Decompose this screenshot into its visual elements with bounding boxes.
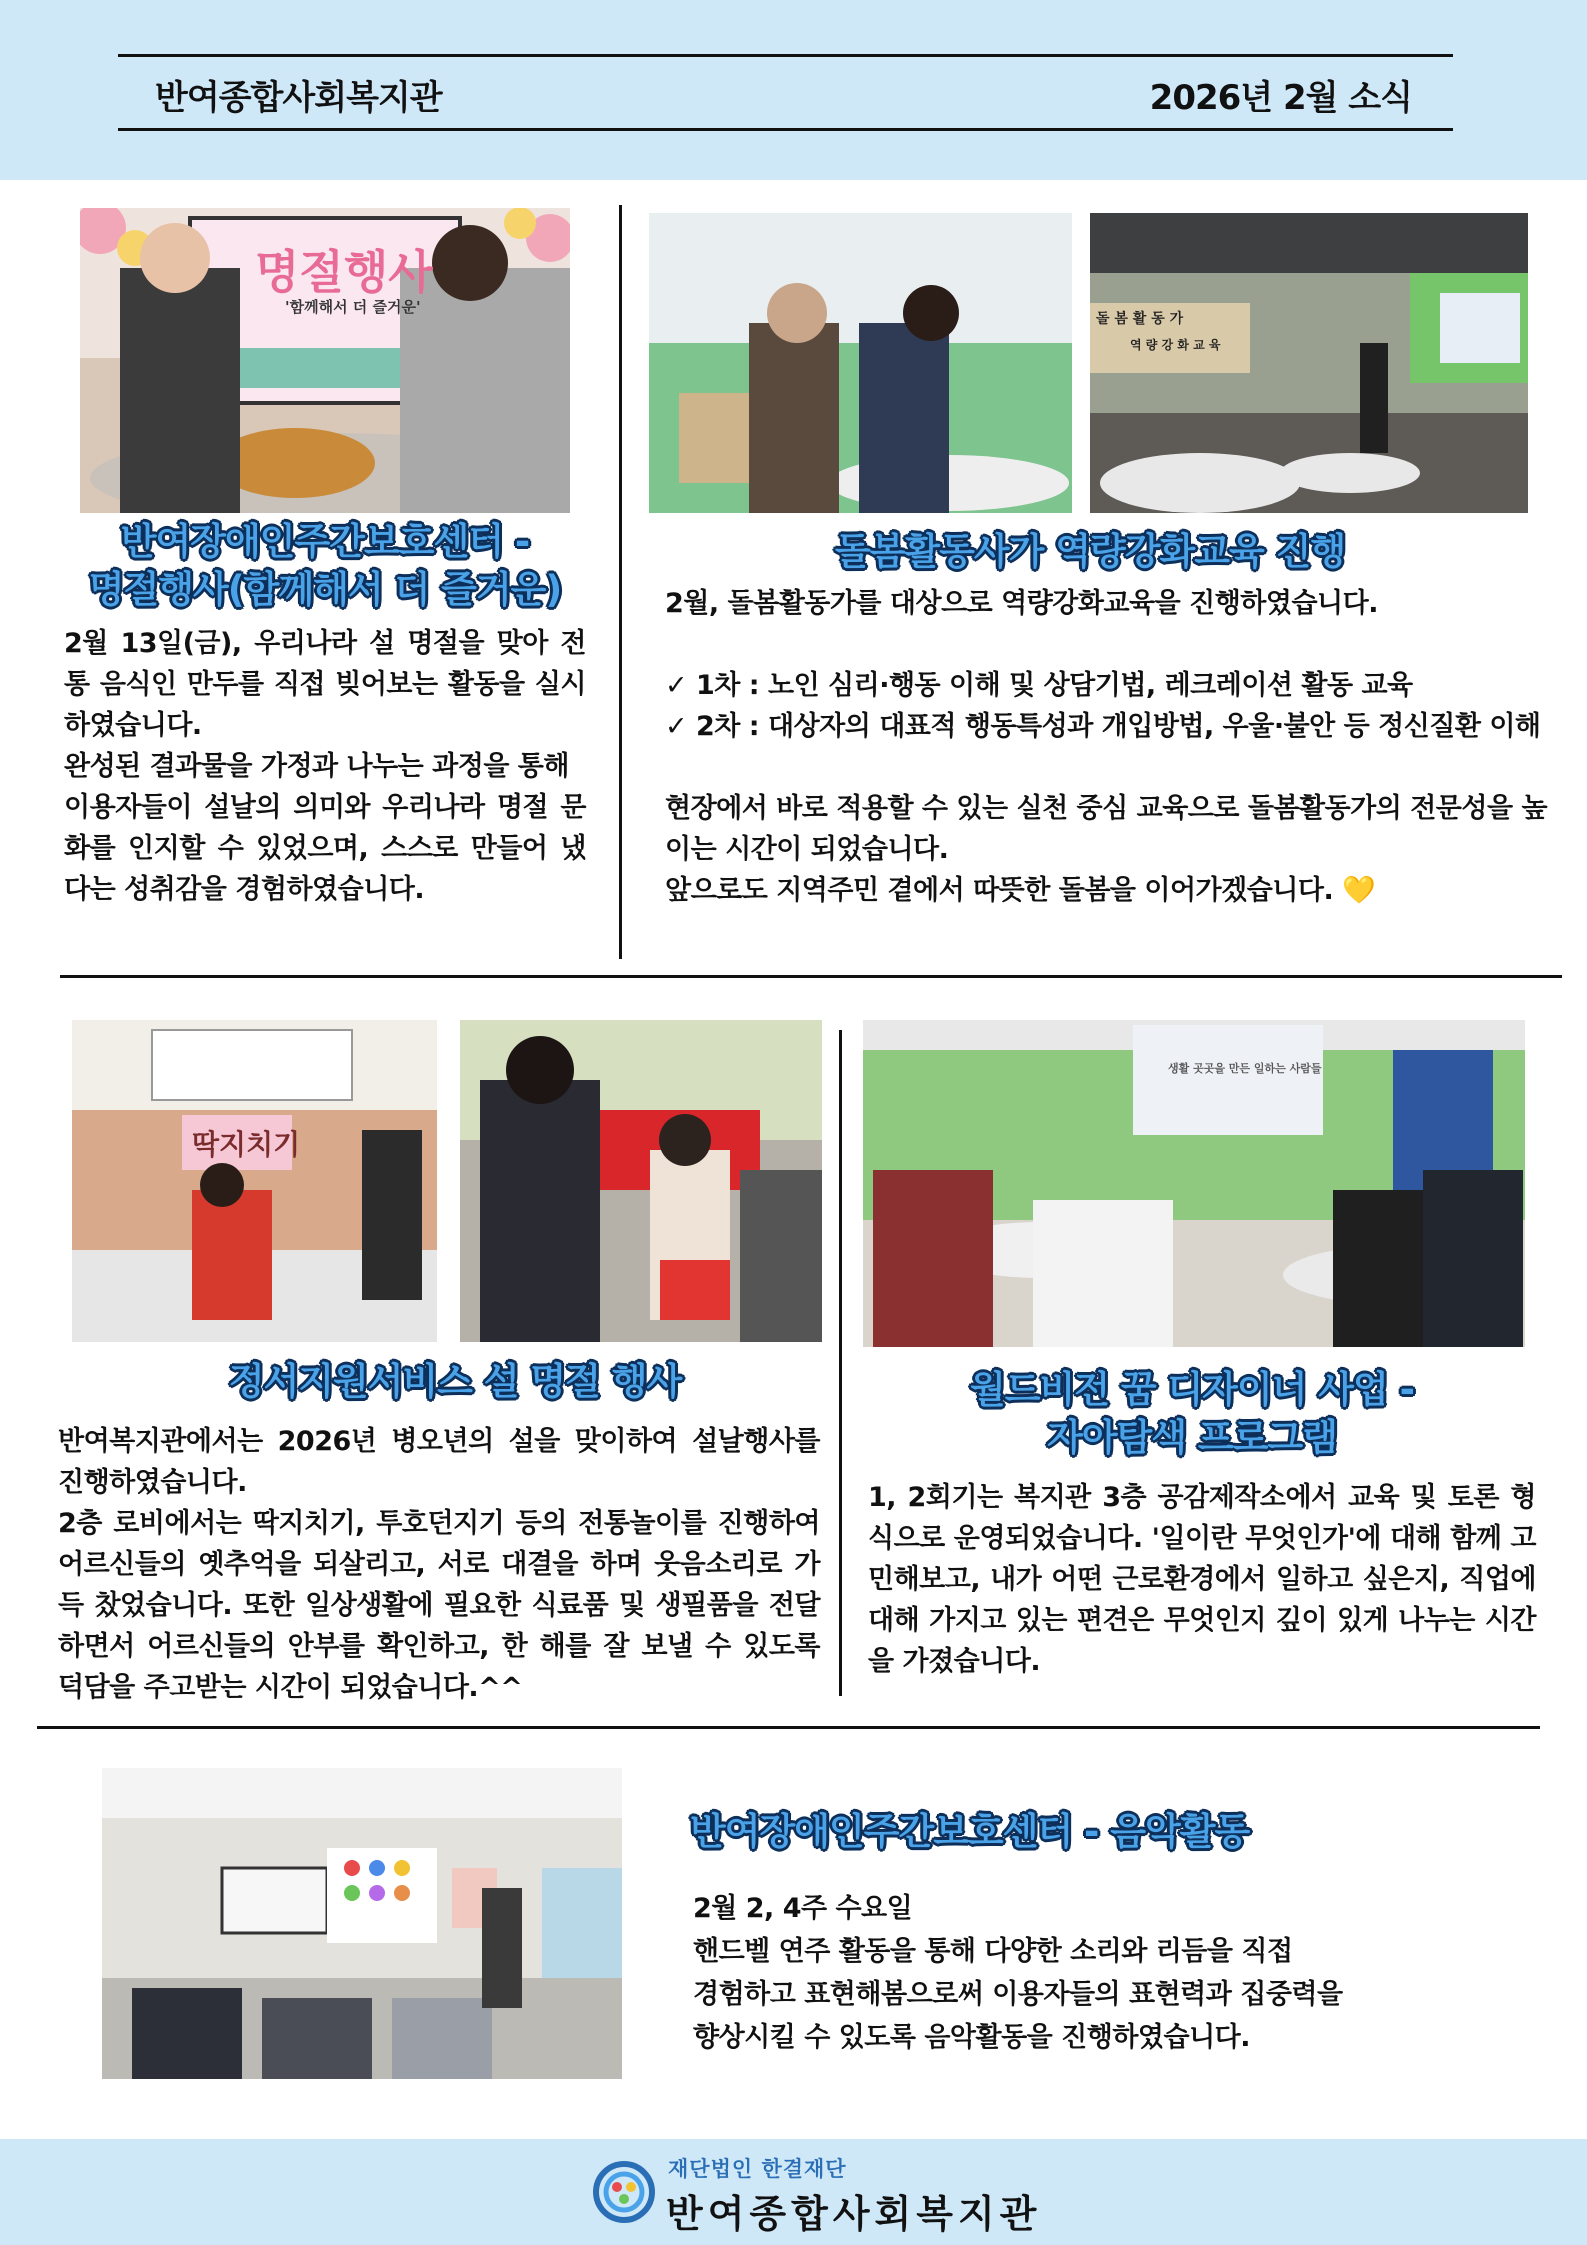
care-photo-sign-2: 역 량 강 화 교 육	[1130, 338, 1221, 352]
music-line-1: 2월 2, 4주 수요일	[693, 1893, 913, 1924]
header-issue-date: 2026년 2월 소식	[1149, 78, 1412, 118]
foundation-logo-icon	[593, 2161, 655, 2223]
page-footer	[0, 2139, 1587, 2245]
care-closing: 현장에서 바로 적용할 수 있는 실천 중심 교육으로 돌봄활동가의 전문성을 높이는 시간이 되었습니다.	[665, 793, 1548, 865]
care-title: 돌봄활동사가 역량강화교육 진행	[834, 530, 1346, 573]
emotion-photo-right	[460, 1020, 822, 1342]
holiday-photo-subcaption: '함께해서 더 즐거운'	[285, 298, 421, 316]
header-rule-top	[118, 54, 1453, 57]
heart-icon: 💛	[1342, 875, 1376, 906]
worldvision-body	[868, 1477, 1536, 1682]
worldvision-photo-screen: 생활 곳곳을 만든 일하는 사람들	[1168, 1062, 1322, 1075]
music-photo	[102, 1768, 622, 2079]
care-closing-2: 앞으로도 지역주민 곁에서 따뜻한 돌봄을 이어가겠습니다.	[665, 875, 1334, 906]
emotion-photo-left	[72, 1020, 437, 1342]
footer-foundation: 재단법인 한결재단	[668, 2157, 847, 2181]
holiday-paragraph-1: 2월 13일(금), 우리나라 설 명절을 맞아 전통 음식인 만두를 직접 빚어보는 활동을 실시하였습니다.	[64, 628, 586, 741]
holiday-photo-caption: 명절행사	[255, 245, 433, 299]
care-item-2: ✓ 2차 : 대상자의 대표적 행동특성과 개입방법, 우울·불안 등 정신질환 이해	[665, 711, 1541, 742]
music-line-3: 경험하고 표현해봄으로써 이용자들의 표현력과 집중력을	[693, 1979, 1343, 2010]
worldvision-title-line-2: 자아탐색 프로그램	[1047, 1416, 1337, 1459]
care-item-1: ✓ 1차 : 노인 심리·행동 이해 및 상담기법, 레크레이션 활동 교육	[665, 670, 1413, 701]
care-photo-sign-1: 돌 봄 활 동 가	[1096, 311, 1184, 327]
header-org-name: 반여종합사회복지관	[155, 78, 442, 118]
emotion-photo-sign: 딱지치기	[192, 1128, 301, 1161]
care-intro: 2월, 돌봄활동가를 대상으로 역량강화교육을 진행하였습니다.	[665, 588, 1378, 619]
holiday-photo	[80, 208, 570, 513]
music-title: 반여장애인주간보호센터 - 음악활동	[690, 1810, 1250, 1853]
page-header	[0, 0, 1587, 180]
holiday-title-line-1: 반여장애인주간보호센터 -	[120, 520, 530, 563]
worldvision-paragraph: 1, 2회기는 복지관 3층 공감제작소에서 교육 및 토론 형식으로 운영되었습니다. '일이란 무엇인가'에 대해 함께 고민해보고, 내가 어떤 근로환경에서 일하고 싶은지, 직업에 대해 가지고 있는 편견은 무엇인지 깊이 있게 나누는 시간을 가졌습니다.	[868, 1482, 1536, 1677]
music-body	[693, 1887, 1553, 2059]
care-photo-right	[1090, 213, 1528, 513]
holiday-paragraph-2: 완성된 결과물을 가정과 나누는 과정을 통해	[64, 751, 569, 782]
header-rule-bottom	[118, 128, 1453, 131]
music-line-4: 향상시킬 수 있도록 음악활동을 진행하였습니다.	[693, 2022, 1250, 2053]
holiday-title-line-2: 명절행사(함께해서 더 즐거운)	[88, 568, 562, 611]
care-photo-left	[649, 213, 1072, 513]
worldvision-photo	[863, 1020, 1525, 1347]
holiday-paragraph-3: 이용자들이 설날의 의미와 우리나라 명절 문화를 인지할 수 있었으며, 스스로 만들어 냈다는 성취감을 경험하였습니다.	[64, 792, 586, 905]
footer-org-name: 반여종합사회복지관	[666, 2192, 1042, 2236]
holiday-body	[64, 623, 586, 910]
divider-vertical-top	[619, 205, 622, 959]
care-body	[665, 583, 1555, 911]
divider-horizontal-2	[37, 1726, 1540, 1729]
emotion-paragraph-1: 반여복지관에서는 2026년 병오년의 설을 맞이하여 설날행사를 진행하였습니다.	[58, 1426, 820, 1498]
emotion-body	[58, 1421, 820, 1708]
music-line-2: 핸드벨 연주 활동을 통해 다양한 소리와 리듬을 직접	[693, 1936, 1293, 1967]
divider-horizontal-1	[60, 975, 1562, 978]
emotion-paragraph-2: 2층 로비에서는 딱지치기, 투호던지기 등의 전통놀이를 진행하여 어르신들의 옛추억을 되살리고, 서로 대결을 하며 웃음소리로 가득 찼었습니다. 또한 일상생활에 필요한 식료품 및 생필품을 전달하면서 어르신들의 안부를 확인하고, 한 해를 잘 보낼 수 있도록 덕담을 주고받는 시간이 되었습니다.^^	[58, 1508, 820, 1703]
emotion-title: 정서지원서비스 설 명절 행사	[228, 1360, 682, 1403]
holiday-title	[55, 518, 595, 614]
worldvision-title-line-1: 월드비전 꿈 디자이너 사업 -	[969, 1368, 1415, 1411]
worldvision-title	[862, 1366, 1522, 1462]
divider-vertical-middle	[839, 1030, 842, 1696]
